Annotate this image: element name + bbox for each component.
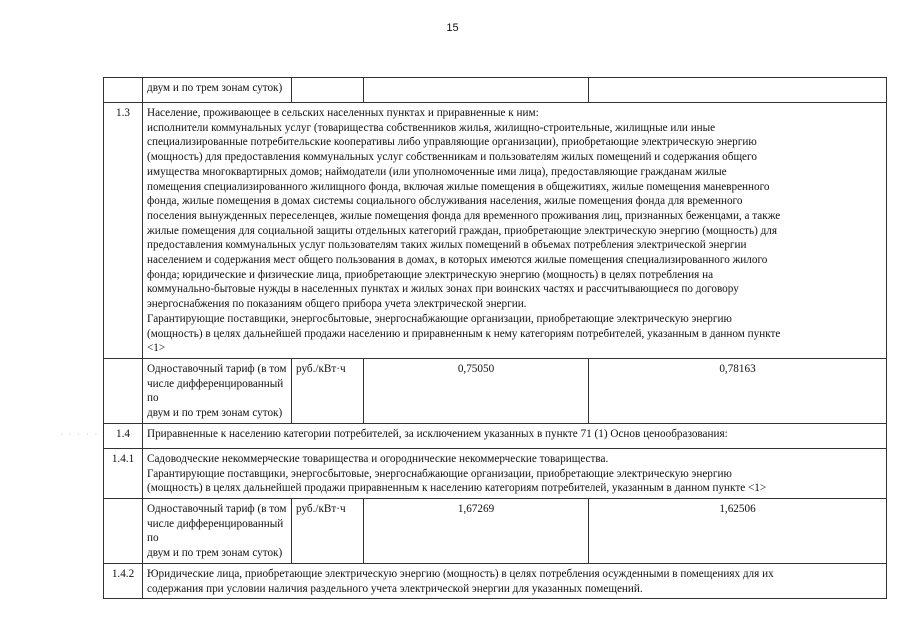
scan-artifact: · · · · ·	[60, 430, 100, 439]
row-number-cell	[104, 423, 143, 448]
unit-label: руб./кВт·ч	[296, 503, 346, 516]
tariff-description-cell	[143, 78, 292, 103]
row-number: 1.4.1	[111, 452, 135, 465]
table-row-1-4	[104, 423, 887, 448]
row-number-cell	[104, 78, 143, 103]
category-text-line: помещения специализированного жилищного фонда, включая жилые помещения в общежитиях, жилые помещения маневренного	[147, 180, 770, 193]
category-text-line: имущества многоквартирных домов; наймодатели (или уполномоченные ими лица), предоставляющие гражданам жилые	[147, 165, 727, 178]
tariff-description-cell	[143, 358, 292, 423]
tariff-description-line: Одноставочный тариф (в том	[147, 362, 287, 375]
table-row-1-4-2	[104, 563, 887, 598]
row-number-cell	[104, 103, 143, 359]
category-text-line: Гарантирующие поставщики, энергосбытовые, энергоснабжающие организации, приобретающие электрическую энергию	[147, 467, 732, 480]
category-text-line: (мощность) для предоставления коммунальных услуг собственникам и пользователям жилых помещений и содержания общего	[147, 151, 757, 164]
tariff-value: 1,62506	[719, 503, 756, 516]
row-number-cell	[104, 358, 143, 423]
tariff-table	[103, 77, 887, 599]
tariff-description-line: Одноставочный тариф (в том	[147, 503, 287, 516]
table-row-1-4-1	[104, 448, 887, 498]
category-text-line: Садоводческие некоммерческие товарищества и огороднические некоммерческие товарищества.	[147, 452, 609, 465]
category-text-line: (мощность) в целях дальнейшей продажи населению и приравненным к нему категориям потребителей, указанным в данном пункте	[147, 327, 781, 340]
category-text-cell	[143, 103, 887, 359]
table-row-1-3	[104, 103, 887, 359]
category-text-cell	[143, 448, 887, 498]
category-text-line: фонда, жилые помещения в домах системы социального обслуживания населения, жилые помещения фонда для временного	[147, 195, 743, 208]
row-number: 1.3	[116, 107, 130, 119]
category-text-line: Юридические лица, приобретающие электрическую энергию (мощность) в целях потребления осужденными в помещениях для их	[147, 567, 774, 580]
row-number-cell	[104, 563, 143, 598]
value-cell-2	[589, 499, 887, 564]
value-cell-1	[364, 358, 589, 423]
category-text-line: исполнители коммунальных услуг (товарищества собственников жилья, жилищно-строительные, жилищные или иные	[147, 121, 716, 134]
value-cell-1	[364, 78, 589, 103]
tariff-description-line: двум и по трем зонам суток)	[147, 547, 283, 560]
unit-cell	[292, 78, 364, 103]
value-cell-2	[589, 358, 887, 423]
category-text-line: энергоснабжения по показаниям общего прибора учета электрической энергии.	[147, 298, 527, 311]
category-text: Приравненные к населению категории потребителей, за исключением указанных в пункте 71 (1) Основ ценообразования:	[147, 427, 728, 440]
unit-cell	[292, 499, 364, 564]
category-text-line: (мощность) в целях дальнейшей продажи приравненным к населению категориям потребителей, указанным в данном пункте <1>	[147, 482, 767, 495]
category-text-cell	[143, 423, 887, 448]
category-text-line: <1>	[147, 342, 166, 355]
table-row-continuation	[104, 78, 887, 103]
row-number-cell	[104, 448, 143, 498]
value-cell-1	[364, 499, 589, 564]
category-text-line: поселения вынужденных переселенцев, жилые помещения фонда для временного проживания лиц, признанных беженцами, а также	[147, 209, 781, 222]
page-number: 15	[446, 22, 459, 34]
category-text-line: населением и содержания мест общего пользования в домах, в которых имеются жилые помещения специализированного жилого	[147, 254, 768, 267]
tariff-value: 1,67269	[457, 503, 495, 516]
category-text-line: Население, проживающее в сельских населенных пунктах и приравненные к ним:	[147, 107, 539, 119]
tariff-description-line: числе дифференцированный по	[147, 377, 284, 405]
tariff-description-line: двум и по трем зонам суток)	[147, 407, 283, 420]
category-text-line: содержания при условии наличия раздельного учета электрической энергии для указанных помещений.	[147, 582, 643, 595]
tariff-description-cell	[143, 499, 292, 564]
row-number-cell	[104, 499, 143, 564]
unit-cell	[292, 358, 364, 423]
tariff-value: 0,78163	[719, 362, 756, 375]
tariff-description-line: числе дифференцированный по	[147, 517, 284, 545]
category-text-line: фонда; юридические и физические лица, приобретающие электрическую энергию (мощность) в целях потребления на	[147, 268, 714, 281]
category-text-line: специализированные потребительские кооперативы либо управляющие организации), приобретающие электрическую энергию	[147, 136, 757, 149]
category-text-cell	[143, 563, 887, 598]
category-text-line: жилые помещения для социальной защиты отдельных категорий граждан, приобретающие электрическую энергию (мощность) для	[147, 224, 778, 237]
tariff-value: 0,75050	[457, 362, 495, 375]
category-text-line: Гарантирующие поставщики, энергосбытовые, энергоснабжающие организации, приобретающие электрическую энергию	[147, 312, 732, 325]
row-number: 1.4	[116, 427, 130, 440]
tariff-description: двум и по трем зонам суток)	[147, 82, 283, 94]
row-number: 1.4.2	[111, 567, 135, 580]
category-text-line: коммунально-бытовые нужды в населенных пунктах и жилых зонах при воинских частях и рассчитывающиеся по договору	[147, 283, 739, 296]
table-row-1-4-1-tariff	[104, 499, 887, 564]
table-row-1-3-tariff	[104, 358, 887, 423]
unit-label: руб./кВт·ч	[296, 362, 346, 375]
value-cell-2	[589, 78, 887, 103]
category-text-line: предоставления коммунальных услуг пользователям таких жилых помещений в объемах потребления электрической энергии	[147, 239, 747, 252]
